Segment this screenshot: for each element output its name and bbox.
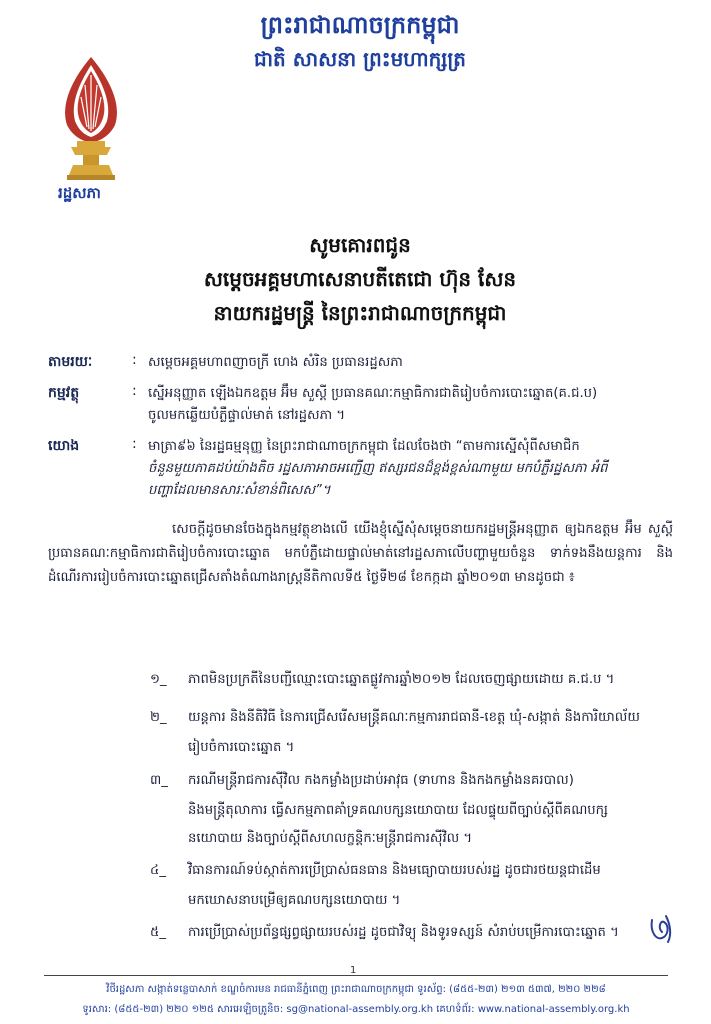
list-item-text: វិធានការណ៍ទប់ស្កាត់ការប្រើប្រាស់ធនធាន និងមធ្យោបាយរបស់រដ្ឋ ដូចជារថយន្តជាដើម: [188, 863, 601, 878]
list-item-number: ៤_: [150, 863, 166, 878]
footer-contact: ទូរសារ: (៨៥៥-២៣) ២២០ ១២៥ សារអេឡិចត្រូនិច: sg@national-assembly.org.kh គេហទំព័រ: www.national-assembly.org.kh: [82, 1004, 630, 1015]
list-item-number: ៣_: [150, 773, 168, 788]
addressee-greeting: សូមគោរពជូន: [309, 233, 411, 257]
organization-name: រដ្ឋសភា: [58, 184, 101, 202]
list-item-number: ២_: [150, 710, 167, 725]
field-value-subject: [148, 383, 673, 427]
addressee-name: សម្ដេចអគ្គមហាសេនាបតីតេជោ ហ៊ុន សែន: [203, 267, 517, 291]
field-line: ស្នើអនុញ្ញាត ឡើងឯកឧត្ដម អ៊ឹម សួស្ដី ប្រធានគណៈកម្មាធិការជាតិរៀបចំការបោះឆ្នោត(គ.ជ.ប): [148, 386, 598, 401]
field-line: ចូលមកឆ្លើយបំភ្លឺផ្ទាល់មាត់ នៅរដ្ឋសភា ។: [148, 408, 346, 423]
field-value-reference: [148, 436, 673, 502]
list-item: [150, 920, 650, 946]
list-item-continuation: រៀបចំការបោះឆ្នោត ។: [188, 740, 295, 755]
footer-divider: [44, 975, 668, 976]
national-assembly-emblem-icon: [55, 55, 127, 183]
list-item-text: ករណីមន្ត្រីរាជការស៊ីវិល កងកម្លាំងប្រដាប់អាវុធ (ទាហាន និងកងកម្លាំងនគរបាល): [188, 773, 574, 788]
field-label-via: តាមរយៈ: [48, 354, 93, 370]
list-item-continuation: មកឃោសនាបម្រើឲ្យគណបក្សនយោបាយ ។: [188, 893, 401, 908]
addressee-title: នាយករដ្ឋមន្ត្រី នៃព្រះរាជាណាចក្រកម្ពុជា: [213, 301, 507, 325]
list-item-text: ការប្រើប្រាស់ប្រព័ន្ធផ្សព្វផ្សាយរបស់រដ្ឋ ដូចជាវិទ្យុ និងទូរទស្សន៍ សំរាប់បម្រើការបោះឆ្នោត ។: [188, 925, 619, 940]
list-item: [150, 858, 670, 884]
list-item: [150, 768, 670, 794]
field-label-subject: កម្មវត្ថុ: [48, 385, 80, 401]
field-value-via: [148, 352, 673, 374]
list-item-number: ៥_: [150, 925, 166, 940]
list-item: [150, 667, 670, 693]
field-line-quote: បញ្ហាដែលមានសារៈសំខាន់ពិសេស”។: [148, 483, 331, 498]
list-item-text: ភាពមិនប្រក្រតីនៃបញ្ជីឈ្មោះបោះឆ្នោតផ្លូវការឆ្នាំ២០១២ ដែលចេញផ្សាយដោយ គ.ជ.ប ។: [188, 672, 615, 687]
field-label-reference: យោង: [48, 438, 80, 454]
body-paragraph: សេចក្ដីដូចមានចែងក្នុងកម្មវត្ថុខាងលើ យើងខ្ញុំស្នើសុំសម្ដេចនាយករដ្ឋមន្ត្រីអនុញ្ញាត ឲ្យឯកឧត្ដម អ៊ឹម សួស្ដី ប្រធានគណៈកម្មាធិការជាតិរៀបចំការបោះឆ្នោត មកបំភ្លឺដោយផ្ទាល់មាត់នៅរដ្ឋសភាលើបញ្ហាមួយចំនួន ទាក់ទងនឹងយន្តការ និងដំណើរការរៀបចំការបោះឆ្នោតជ្រើសតាំងតំណាងរាស្ត្រនីតិកាលទី៥ ថ្ងៃទី២៨ ខែកក្កដា ឆ្នាំ២០១៣ មានដូចជា ៖: [48, 522, 673, 585]
field-colon: :: [132, 436, 137, 452]
header-motto: ជាតិ សាសនា ព្រះមហាក្សត្រ: [254, 47, 466, 71]
field-colon: :: [132, 352, 137, 368]
field-line: សម្ដេចអគ្គមហាពញាចក្រី ហេង សំរិន ប្រធានរដ្ឋសភា: [148, 355, 403, 370]
list-item-text: យន្តការ និងនីតិវិធី នៃការជ្រើសរើសមន្ត្រីគណៈកម្មការរាជធានី-ខេត្ត ឃុំ-សង្កាត់ និងការិយាល័យ: [188, 710, 640, 725]
list-item-number: ១_: [150, 672, 167, 687]
page-number: 1: [350, 965, 357, 976]
list-item: [150, 705, 670, 731]
handwritten-initial-icon: [648, 910, 676, 946]
field-colon: :: [132, 383, 137, 399]
field-line-quote: ចំនួនមួយភាគដប់យ៉ាងតិច រដ្ឋសភាអាចអញ្ជើញ ឥស្សរជនដ៏ខ្ពង់ខ្ពស់ណាមួយ មកបំភ្លឺរដ្ឋសភា អំពី: [148, 461, 608, 476]
list-item-continuation: នយោបាយ និងច្បាប់ស្ដីពីសហលក្ខន្តិកៈមន្ត្រីរាជការស៊ីវិល ។: [188, 831, 473, 846]
footer-address: វិថីរដ្ឋសភា សង្កាត់ទន្លេបាសាក់ ខណ្ឌចំការមន រាជធានីភ្នំពេញ ព្រះរាជាណាចក្រកម្ពុជា ទូរស័ព្ទ: (៨៥៥-២៣) ២១៣ ៥៣៧, ២២០ ២២៨: [106, 984, 606, 995]
list-item-continuation: និងមន្ត្រីតុលាការ ធ្វើសកម្មភាពគាំទ្រគណបក្សនយោបាយ ដែលផ្ទុយពីច្បាប់ស្ដីពីគណបក្ស: [188, 803, 608, 818]
header-kingdom: ព្រះរាជាណាចក្រកម្ពុជា: [260, 11, 460, 39]
field-line: មាត្រា៩៦ នៃរដ្ឋធម្មនុញ្ញ នៃព្រះរាជាណាចក្រកម្ពុជា ដែលចែងថា “តាមការស្នើសុំពីសមាជិក: [148, 439, 580, 454]
